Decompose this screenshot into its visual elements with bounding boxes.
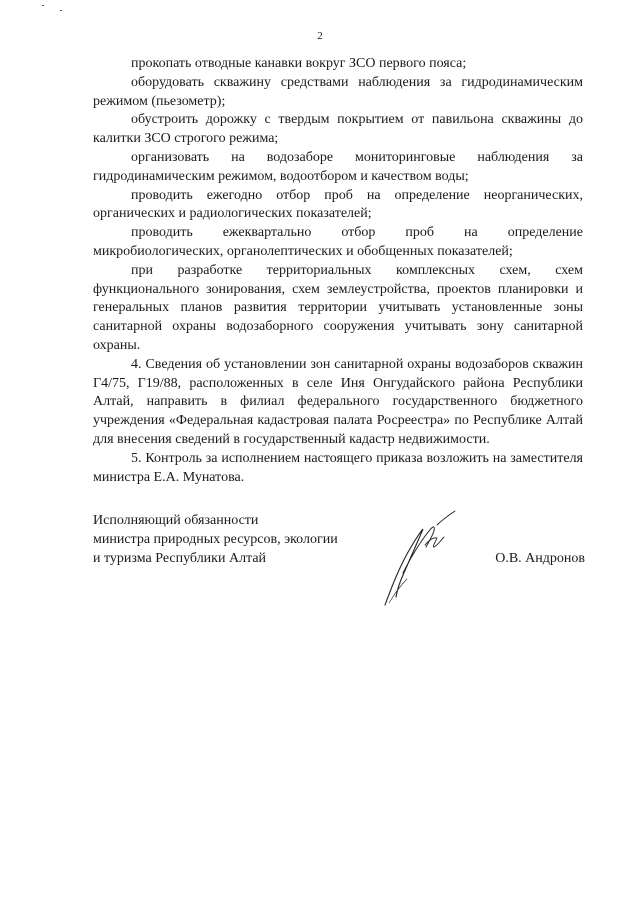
signatory-title	[93, 512, 393, 568]
paragraph-monitoring: организовать на водозаборе мониторинговые наблюдения за гидродинамическим режимом, водоотбором и качеством воды;	[93, 149, 583, 184]
paragraph-drainage-ditches: прокопать отводные канавки вокруг ЗСО первого пояса;	[131, 56, 467, 71]
scan-speck	[60, 10, 62, 11]
paragraph-piezometer: оборудовать скважину средствами наблюдения за гидродинамическим режимом (пьезометр);	[93, 74, 583, 109]
document-body	[93, 55, 583, 487]
signatory-name: О.В. Андронов	[495, 550, 585, 566]
signatory-title-line: министра природных ресурсов, экологии	[93, 531, 338, 547]
scan-speck	[42, 5, 44, 6]
signature-block	[93, 512, 593, 612]
paragraph-item-4-cadastre: 4. Сведения об установлении зон санитарной охраны водозаборов скважин Г4/75, Г19/88, расположенных в селе Иня Онгудайского района Республики Алтай, направить в филиал федерального государственного бюджетного учреждения «Федеральная кадастровая палата Росреестра» по Республике Алтай для внесения сведений в государственный кадастр недвижимости.	[93, 356, 583, 447]
signatory-title-line: и туризма Республики Алтай	[93, 550, 267, 566]
paragraph-paved-path: обустроить дорожку с твердым покрытием от павильона скважины до калитки ЗСО строгого режима;	[93, 112, 583, 147]
paragraph-item-5-control: 5. Контроль за исполнением настоящего приказа возложить на заместителя министра Е.А. Мунатова.	[93, 450, 583, 485]
paragraph-quarterly-sampling: проводить ежеквартально отбор проб на определение микробиологических, органолептических и обобщенных показателей;	[93, 225, 583, 259]
page-number: 2	[317, 30, 323, 42]
paragraph-annual-sampling: проводить ежегодно отбор проб на определение неорганических, органических и радиологических показателей;	[93, 187, 583, 222]
handwritten-signature	[377, 507, 467, 612]
signatory-title-line: Исполняющий обязанности	[93, 513, 259, 528]
paragraph-territorial-planning: при разработке территориальных комплексных схем, схем функционального зонирования, схем землеустройства, проектов планировки и генеральных планов развития территории учитывать установленные зоны санитарной охраны водозаборного сооружения учитывать зону санитарной охраны.	[93, 262, 583, 353]
